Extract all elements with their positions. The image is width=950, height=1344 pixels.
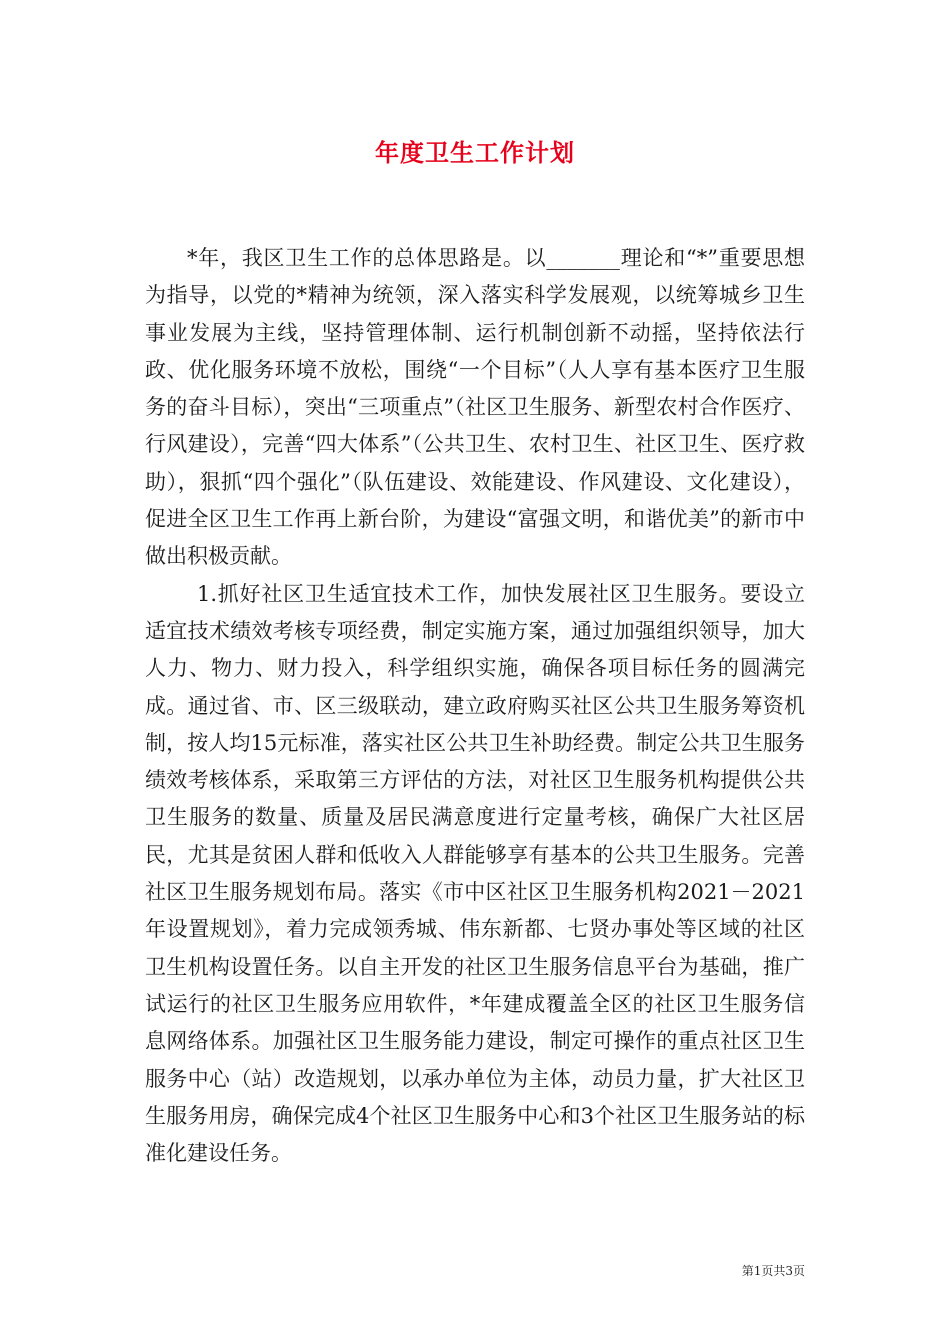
paragraph-intro: *年，我区卫生工作的总体思路是。以_______理论和“*”重要思想为指导，以党的*精神为统领，深入落实科学发展观，以统筹城乡卫生事业发展为主线，坚持管理体制、运行机制创新不动摇，坚持依法行政、优化服务环境不放松，围绕“一个目标”（人人享有基本医疗卫生服务的奋斗目标），突出“三项重点”（社区卫生服务、新型农村合作医疗、行风建设），完善“四大体系”（公共卫生、农村卫生、社区卫生、医疗救助），狠抓“四个强化”（队伍建设、效能建设、作风建设、文化建设），促进全区卫生工作再上新台阶，为建设“富强文明，和谐优美”的新市中做出积极贡献。 [145,246,805,569]
document-title: 年度卫生工作计划 [375,138,575,167]
document-body [145,240,805,1172]
paragraph-item-1: 1.抓好社区卫生适宜技术工作，加快发展社区卫生服务。要设立适宜技术绩效考核专项经费，制定实施方案，通过加强组织领导，加大人力、物力、财力投入，科学组织实施，确保各项目标任务的圆满完成。通过省、市、区三级联动，建立政府购买社区公共卫生服务筹资机制，按人均15元标准，落实社区公共卫生补助经费。制定公共卫生服务绩效考核体系，采取第三方评估的方法，对社区卫生服务机构提供公共卫生服务的数量、质量及居民满意度进行定量考核，确保广大社区居民，尤其是贫困人群和低收入人群能够享有基本的公共卫生服务。完善社区卫生服务规划布局。落实《市中区社区卫生服务机构2021－2021年设置规划》，着力完成领秀城、伟东新都、七贤办事处等区域的社区卫生机构设置任务。以自主开发的社区卫生服务信息平台为基础，推广试运行的社区卫生服务应用软件，*年建成覆盖全区的社区卫生服务信息网络体系。加强社区卫生服务能力建设，制定可操作的重点社区卫生服务中心（站）改造规划，以承办单位为主体，动员力量，扩大社区卫生服务用房，确保完成4个社区卫生服务中心和3个社区卫生服务站的标准化建设任务。 [145,581,805,1166]
page-number: 第1页共3页 [741,1264,805,1278]
